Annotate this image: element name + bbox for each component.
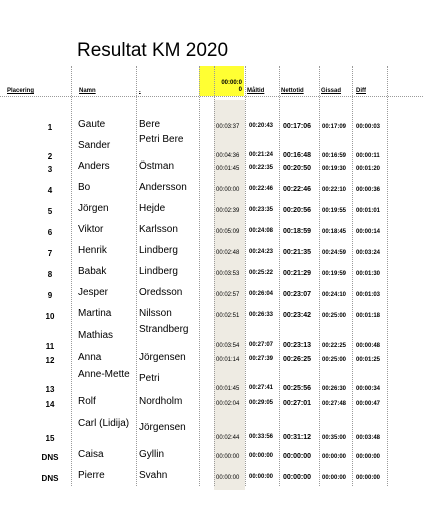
placering-cell: 9 [47, 291, 53, 300]
finish-time-cell: 00:26:33 [249, 312, 274, 318]
diff-cell: 00:01:20 [356, 166, 381, 172]
diff-cell: 00:00:34 [356, 386, 381, 392]
net-time-cell: 00:23:13 [283, 342, 312, 349]
start-time-cell: 00:02:48 [216, 250, 240, 256]
start-time-cell: 00:04:36 [216, 153, 240, 159]
guessed-time-cell: 00:00:00 [322, 454, 347, 460]
guessed-time-cell: 00:25:00 [322, 313, 347, 319]
net-time-cell: 00:22:46 [283, 186, 312, 193]
diff-cell: 00:03:24 [356, 250, 381, 256]
first-name-cell: Anne-Mette [78, 369, 130, 380]
last-name-cell: Bere [139, 119, 161, 130]
first-name-cell: Babak [78, 266, 107, 277]
header-gissad: Gissad [321, 88, 342, 94]
table-row [0, 245, 423, 266]
diff-cell: 00:01:25 [356, 357, 381, 363]
table-row [0, 287, 423, 308]
finish-time-cell: 00:23:35 [249, 207, 274, 213]
guessed-time-cell: 00:00:00 [322, 475, 347, 481]
last-name-cell: Östman [139, 161, 175, 172]
header-maltid: Måltid [247, 88, 265, 94]
last-name-cell: Jörgensen [139, 422, 186, 433]
finish-time-cell: 00:24:08 [249, 228, 274, 234]
start-time-cell: 00:02:51 [216, 313, 240, 319]
start-time-cell: 00:02:04 [216, 401, 240, 407]
table-row [0, 119, 423, 140]
table-row [0, 134, 423, 161]
placering-cell: 5 [47, 207, 53, 216]
guessed-time-cell: 00:19:55 [322, 208, 347, 214]
net-time-cell: 00:20:50 [283, 165, 312, 172]
placering-cell: 2 [47, 152, 53, 161]
finish-time-cell: 00:00:00 [249, 474, 274, 480]
net-time-cell: 00:00:00 [283, 453, 312, 460]
last-name-cell: Petri [139, 373, 160, 384]
guessed-time-cell: 00:22:25 [322, 343, 347, 349]
guessed-time-cell: 00:26:30 [322, 386, 347, 392]
diff-cell: 00:01:03 [356, 292, 381, 298]
last-name-cell: Andersson [139, 182, 187, 193]
finish-time-cell: 00:25:22 [249, 270, 274, 276]
guessed-time-cell: 00:35:00 [322, 435, 347, 441]
finish-time-cell: 00:21:24 [249, 152, 274, 158]
finish-time-cell: 00:26:04 [249, 291, 274, 297]
diff-cell: 00:03:48 [356, 435, 381, 441]
placering-cell: DNS [41, 453, 59, 462]
guessed-time-cell: 00:16:59 [322, 153, 347, 159]
first-name-cell: Jesper [78, 287, 109, 298]
first-name-cell: Henrik [78, 245, 107, 256]
highlighted-cell-line1: 00:00:0 [221, 80, 242, 86]
finish-time-cell: 00:27:07 [249, 342, 274, 348]
guessed-time-cell: 00:27:48 [322, 401, 347, 407]
start-time-cell: 00:05:09 [216, 229, 240, 235]
net-time-cell: 00:17:06 [283, 123, 312, 130]
last-name-cell: Nilsson [139, 308, 172, 319]
finish-time-cell: 00:29:05 [249, 400, 274, 406]
diff-cell: 00:00:00 [356, 475, 381, 481]
start-time-cell: 00:03:53 [216, 271, 240, 277]
first-name-cell: Martina [78, 308, 112, 319]
diff-cell: 00:00:47 [356, 401, 381, 407]
guessed-time-cell: 00:19:30 [322, 166, 347, 172]
first-name-cell: Sander [78, 140, 111, 151]
start-time-cell: 00:01:14 [216, 357, 240, 363]
first-name-cell: Anna [78, 352, 102, 363]
net-time-cell: 00:23:07 [283, 291, 312, 298]
first-name-cell: Rolf [78, 396, 96, 407]
net-time-cell: 00:16:48 [283, 152, 312, 159]
diff-cell: 00:01:18 [356, 313, 381, 319]
finish-time-cell: 00:33:56 [249, 434, 274, 440]
table-row [0, 308, 423, 329]
first-name-cell: Viktor [78, 224, 104, 235]
net-time-cell: 00:26:25 [283, 356, 312, 363]
placering-cell: DNS [41, 474, 59, 483]
table-row [0, 369, 423, 394]
header-namn-dot: . [139, 88, 141, 94]
placering-cell: 14 [45, 400, 55, 409]
placering-cell: 7 [47, 249, 53, 258]
net-time-cell: 00:31:12 [283, 434, 312, 441]
last-name-cell: Gyllin [139, 449, 165, 460]
placering-cell: 3 [47, 165, 53, 174]
header-nettotid: Nettotid [281, 88, 304, 94]
first-name-cell: Caisa [78, 449, 104, 460]
last-name-cell: Strandberg [139, 324, 189, 335]
table-row [0, 182, 423, 203]
start-time-cell: 00:00:00 [216, 475, 240, 481]
start-time-cell: 00:02:44 [216, 435, 240, 441]
net-time-cell: 00:18:59 [283, 228, 312, 235]
first-name-cell: Jörgen [78, 203, 109, 214]
header-divider [0, 96, 423, 97]
finish-time-cell: 00:27:41 [249, 385, 274, 391]
start-time-cell: 00:00:00 [216, 454, 240, 460]
start-time-cell: 00:02:57 [216, 292, 240, 298]
start-time-cell: 00:00:00 [216, 187, 240, 193]
table-row [0, 266, 423, 287]
guessed-time-cell: 00:19:59 [322, 271, 347, 277]
last-name-cell: Oredsson [139, 287, 183, 298]
guessed-time-cell: 00:18:45 [322, 229, 347, 235]
diff-cell: 00:00:48 [356, 343, 381, 349]
page-title: Resultat KM 2020 [77, 40, 229, 61]
finish-time-cell: 00:24:23 [249, 249, 274, 255]
table-row [0, 324, 423, 351]
net-time-cell: 00:21:35 [283, 249, 312, 256]
header-diff: Diff [356, 88, 366, 94]
placering-cell: 4 [47, 186, 53, 195]
guessed-time-cell: 00:24:10 [322, 292, 347, 298]
net-time-cell: 00:25:56 [283, 385, 312, 392]
finish-time-cell: 00:22:46 [249, 186, 274, 192]
diff-cell: 00:01:01 [356, 208, 381, 214]
placering-cell: 15 [45, 434, 55, 443]
table-row [0, 203, 423, 224]
diff-cell: 00:00:03 [356, 124, 381, 130]
start-time-cell: 00:01:45 [216, 166, 240, 172]
table-row [0, 418, 423, 443]
first-name-cell: Mathias [78, 330, 114, 341]
table-row [0, 449, 423, 470]
net-time-cell: 00:00:00 [283, 474, 312, 481]
start-time-cell: 00:03:54 [216, 343, 240, 349]
placering-cell: 12 [45, 356, 55, 365]
placering-cell: 10 [45, 312, 55, 321]
last-name-cell: Svahn [139, 470, 168, 481]
last-name-cell: Karlsson [139, 224, 178, 235]
start-time-cell: 00:03:37 [216, 124, 240, 130]
first-name-cell: Anders [78, 161, 110, 172]
highlighted-cell-line2: 0 [238, 87, 242, 93]
guessed-time-cell: 00:22:10 [322, 187, 347, 193]
net-time-cell: 00:21:29 [283, 270, 312, 277]
net-time-cell: 00:27:01 [283, 400, 312, 407]
last-name-cell: Petri Bere [139, 134, 184, 145]
diff-cell: 00:00:36 [356, 187, 381, 193]
last-name-cell: Lindberg [139, 245, 178, 256]
net-time-cell: 00:20:56 [283, 207, 312, 214]
diff-cell: 00:00:11 [356, 153, 380, 159]
first-name-cell: Bo [78, 182, 91, 193]
finish-time-cell: 00:00:00 [249, 453, 274, 459]
placering-cell: 6 [47, 228, 53, 237]
placering-cell: 13 [45, 385, 55, 394]
start-time-cell: 00:02:39 [216, 208, 240, 214]
header-placering: Placering [7, 88, 35, 94]
placering-cell: 8 [47, 270, 53, 279]
guessed-time-cell: 00:25:00 [322, 357, 347, 363]
finish-time-cell: 00:27:39 [249, 356, 274, 362]
diff-cell: 00:01:30 [356, 271, 381, 277]
placering-cell: 1 [47, 123, 53, 132]
last-name-cell: Lindberg [139, 266, 178, 277]
table-row [0, 352, 423, 373]
table-row [0, 224, 423, 245]
last-name-cell: Hejde [139, 203, 166, 214]
guessed-time-cell: 00:24:59 [322, 250, 347, 256]
placering-cell: 11 [45, 342, 55, 351]
first-name-cell: Carl (Lidija) [78, 418, 130, 429]
first-name-cell: Gaute [78, 119, 106, 130]
header-namn: Namn [79, 88, 96, 94]
last-name-cell: Jörgensen [139, 352, 186, 363]
diff-cell: 00:00:00 [356, 454, 381, 460]
finish-time-cell: 00:20:43 [249, 123, 274, 129]
first-name-cell: Pierre [78, 470, 105, 481]
start-time-cell: 00:01:45 [216, 386, 240, 392]
diff-cell: 00:00:14 [356, 229, 381, 235]
net-time-cell: 00:23:42 [283, 312, 312, 319]
table-row [0, 396, 423, 417]
last-name-cell: Nordholm [139, 396, 183, 407]
finish-time-cell: 00:22:35 [249, 165, 274, 171]
table-row [0, 470, 423, 491]
table-row [0, 161, 423, 182]
guessed-time-cell: 00:17:09 [322, 124, 347, 130]
